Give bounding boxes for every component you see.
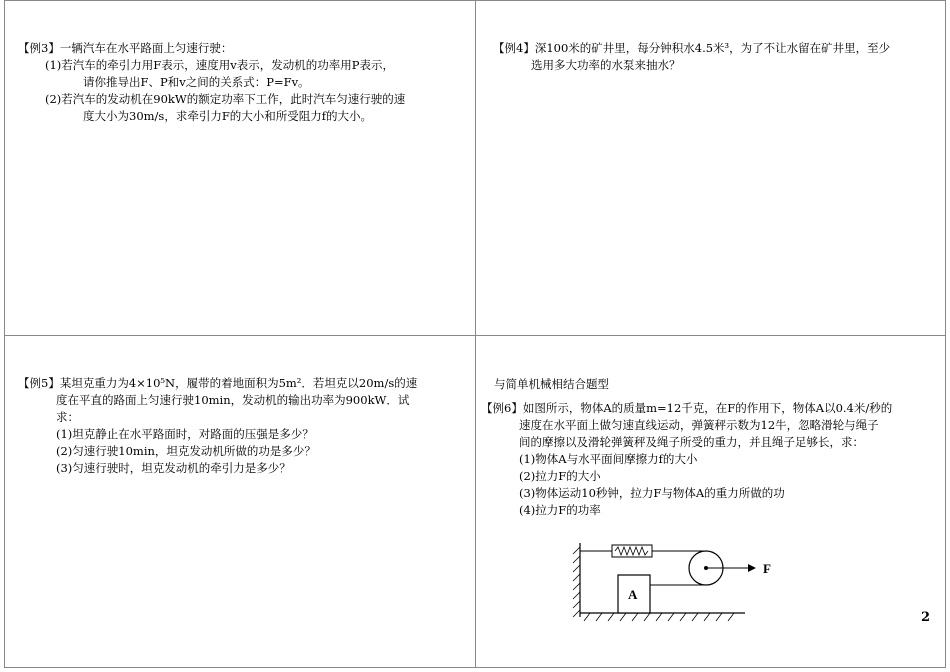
example-3-line-5: 度大小为30m/s，求牵引力F的大小和所受阻力f的大小。 [83,109,373,123]
example-6-line-4: (1)物体A与水平面间摩擦力f的大小 [519,452,698,466]
floor-hatching [584,613,734,621]
horizontal-divider [4,335,946,336]
example-5-line-2: 度在平直的路面上匀速行驶10min，发动机的输出功率为900kW．试 [56,393,410,407]
section-title: 与简单机械相结合题型 [494,377,609,391]
vertical-divider [475,0,476,668]
example-6-line-1: 【例6】如图所示，物体A的质量m=12千克，在F的作用下，物体A以0.4米/秒的 [481,401,893,415]
example-3-line-3: 请你推导出F、P和v之间的关系式：P=Fv。 [83,75,310,89]
example-6-line-3: 间的摩擦以及滑轮弹簧秤及绳子所受的重力，并且绳子足够长，求： [519,435,864,449]
example-4-line-2: 选用多大功率的水泵来抽水？ [531,58,681,72]
block-a-label: A [628,587,638,602]
example-6-line-5: (2)拉力F的大小 [519,469,601,483]
example-6-line-6: (3)物体运动10秒钟，拉力F与物体A的重力所做的功 [519,486,785,500]
example-3-line-2: (1)若汽车的牵引力用F表示，速度用v表示，发动机的功率用P表示， [45,58,395,72]
example-5-line-3: 求： [56,410,79,424]
example-4-line-1: 【例4】深100米的矿井里，每分钟积水4.5米³，为了不让水留在矿井里，至少 [493,41,891,55]
example-5-line-1: 【例5】某坦克重力为4×10⁵N，履带的着地面积为5m²．若坦克以20m/s的速 [18,376,418,390]
force-arrow-icon [748,564,756,572]
example-3-line-4: (2)若汽车的发动机在90kW的额定功率下工作，此时汽车匀速行驶的速 [45,92,406,106]
example-5-line-6: (3)匀速行驶时，坦克发动机的牵引力是多少？ [56,461,291,475]
example-5-line-5: (2)匀速行驶10min，坦克发动机所做的功是多少？ [56,444,316,458]
example-4 [493,40,933,74]
page-number: 2 [921,610,931,625]
example-3-line-1: 【例3】一辆汽车在水平路面上匀速行驶： [18,41,233,55]
example-6 [481,400,941,519]
example-5 [18,375,468,477]
pulley-diagram [570,535,790,630]
force-label: F [763,561,771,576]
example-6-line-2: 速度在水平面上做匀速直线运动，弹簧秤示数为12牛，忽略滑轮与绳子 [519,418,879,432]
example-3 [18,40,468,125]
example-6-line-7: (4)拉力F的功率 [519,503,601,517]
wall-hatching [573,547,580,617]
example-5-line-4: (1)坦克静止在水平路面时，对路面的压强是多少？ [56,427,314,441]
